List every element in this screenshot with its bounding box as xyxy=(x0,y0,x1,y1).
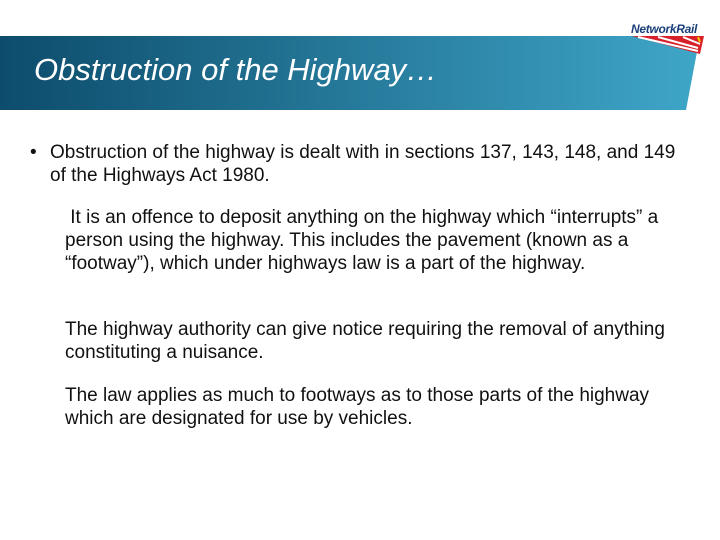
paragraph: The highway authority can give notice requiring the removal of anything constituting a nuisance. xyxy=(65,319,665,363)
paragraph: The law applies as much to footways as to those parts of the highway which are designated for use by vehicles. xyxy=(65,385,650,429)
slide-title: Obstruction of the Highway… xyxy=(34,52,438,87)
paragraph-text: Obstruction of the highway is dealt with in sections 137, 143, 148, and 149 of the Highways Act 1980. xyxy=(50,142,676,186)
logo-text: NetworkRail xyxy=(631,22,698,36)
paragraph: It is an offence to deposit anything on the highway which “interrupts” a person using the highway. This includes the pavement (known as a “footway”), which under highways law is a part of the highway. xyxy=(65,207,664,274)
bullet-icon: • xyxy=(30,142,37,163)
bullet-paragraph xyxy=(30,141,690,187)
